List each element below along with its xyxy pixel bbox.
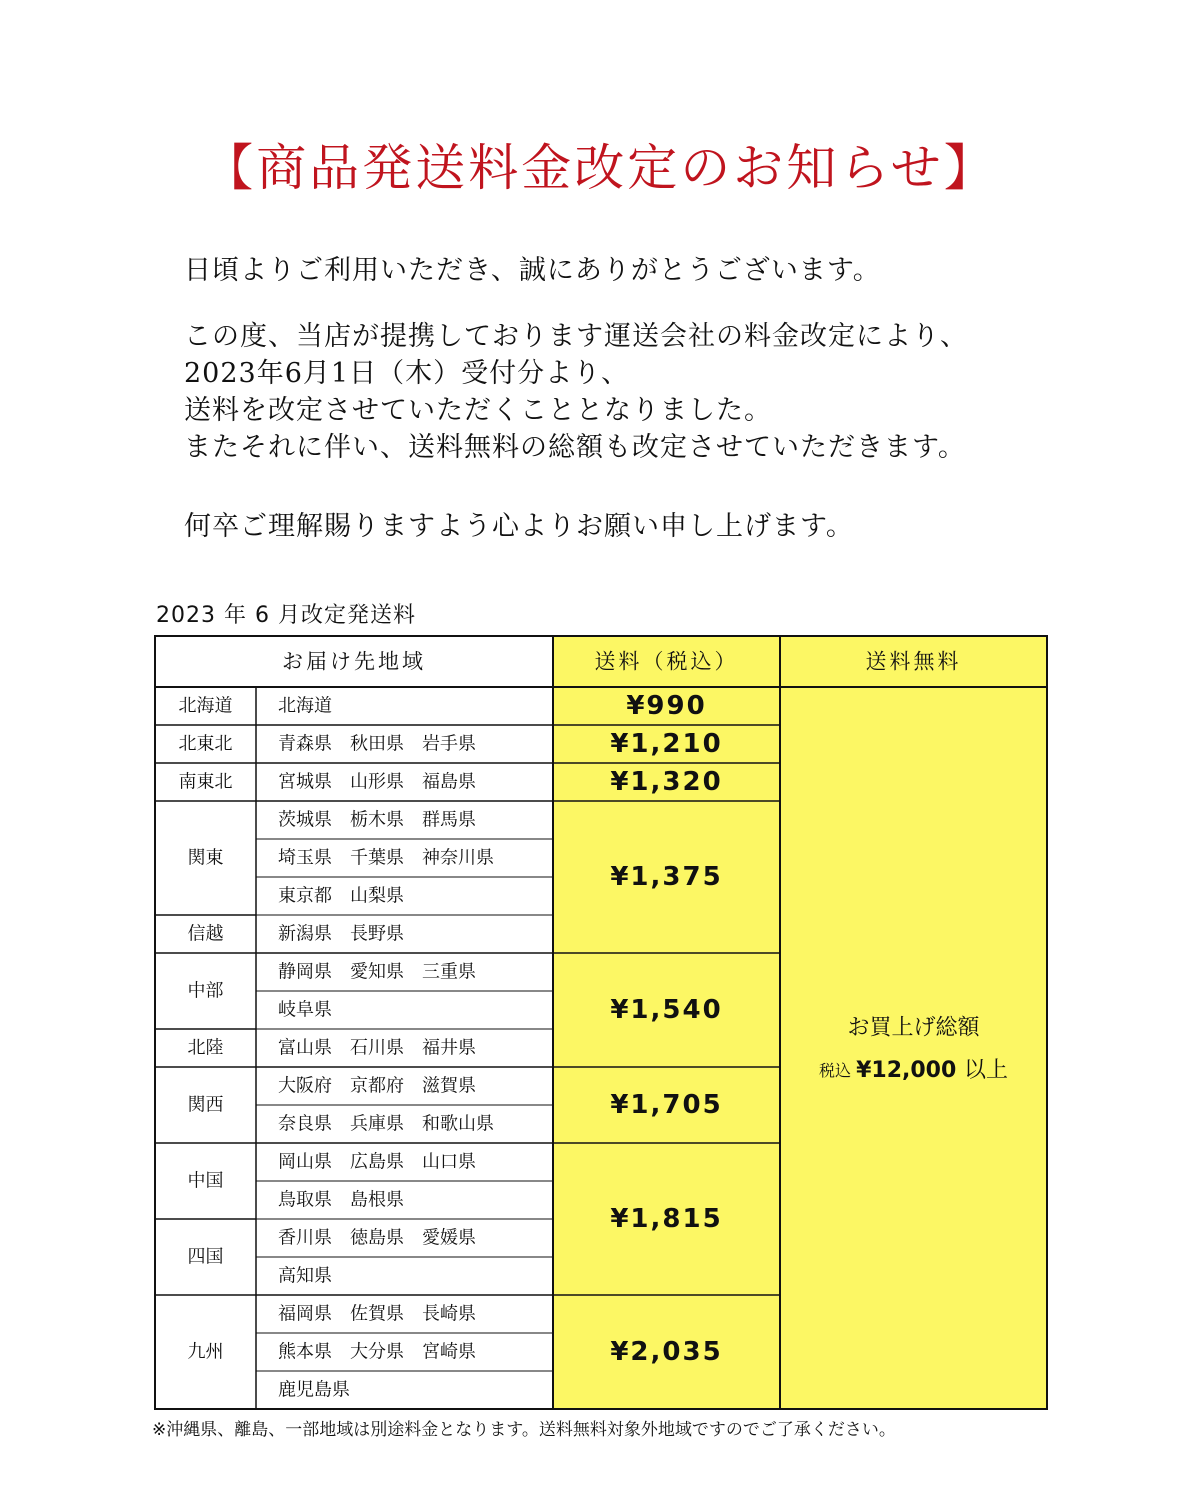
prefecture-list: 鳥取県 島根県 <box>278 1189 404 1211</box>
prefecture-list: 福岡県 佐賀県 長崎県 <box>278 1303 476 1325</box>
fee-amount: ¥990 <box>626 691 707 721</box>
threshold-amount: ¥12,000 <box>856 1057 964 1083</box>
prefecture-list: 青森県 秋田県 岩手県 <box>278 733 476 755</box>
fee-amount: ¥1,210 <box>610 729 723 759</box>
prefecture-list: 鹿児島県 <box>278 1379 350 1401</box>
header-free-shipping: 送料無料 <box>865 649 962 674</box>
prefecture-list: 埼玉県 千葉県 神奈川県 <box>278 847 494 869</box>
announcement-line: またそれに伴い、送料無料の総額も改定させていただきます。 <box>184 432 966 463</box>
announcement-line: 送料を改定させていただくこととなりました。 <box>184 395 772 426</box>
fee-amount: ¥1,375 <box>610 862 723 892</box>
region-label: 四国 <box>187 1246 224 1268</box>
closing-line: 何卒ご理解賜りますよう心よりお願い申し上げます。 <box>184 511 854 542</box>
prefecture-list: 新潟県 長野県 <box>278 923 404 945</box>
fee-amount: ¥1,815 <box>610 1204 723 1234</box>
free-shipping-label: お買上げ総額 <box>847 1015 980 1041</box>
region-label: 北陸 <box>187 1037 224 1059</box>
prefecture-list: 宮城県 山形県 福島県 <box>278 771 476 793</box>
region-label: 北海道 <box>178 695 233 717</box>
region-label: 関西 <box>187 1094 224 1116</box>
region-label: 九州 <box>187 1341 224 1363</box>
prefecture-list: 高知県 <box>278 1265 332 1287</box>
tax-included-label: 税込 <box>819 1060 857 1080</box>
announcement-line: この度、当店が提携しております運送会社の料金改定により、 <box>184 321 968 352</box>
fee-amount: ¥1,540 <box>610 995 723 1025</box>
header-fee: 送料（税込） <box>594 649 739 674</box>
prefecture-list: 熊本県 大分県 宮崎県 <box>278 1341 476 1363</box>
free-shipping-threshold <box>819 1058 1008 1083</box>
region-label: 信越 <box>187 923 224 945</box>
threshold-suffix: 以上 <box>963 1057 1008 1083</box>
prefecture-list: 大阪府 京都府 滋賀県 <box>278 1075 476 1097</box>
footnote: ※沖縄県、離島、一部地域は別途料金となります。送料無料対象外地域ですのでご了承ください。 <box>152 1420 896 1440</box>
region-label: 中部 <box>187 980 224 1002</box>
greeting-line: 日頃よりご利用いただき、誠にありがとうございます。 <box>184 255 881 286</box>
prefecture-list: 香川県 徳島県 愛媛県 <box>278 1227 476 1249</box>
region-label: 関東 <box>187 847 224 869</box>
region-label: 中国 <box>187 1170 224 1192</box>
prefecture-list: 富山県 石川県 福井県 <box>278 1037 476 1059</box>
prefecture-list: 静岡県 愛知県 三重県 <box>278 961 476 983</box>
prefecture-list: 茨城県 栃木県 群馬県 <box>278 809 476 831</box>
prefecture-list: 岡山県 広島県 山口県 <box>278 1151 476 1173</box>
announcement-line: 2023年6月1日（木）受付分より、 <box>184 358 630 389</box>
prefecture-list: 北海道 <box>278 695 332 717</box>
header-region: お届け先地域 <box>282 649 426 674</box>
prefecture-list: 東京都 山梨県 <box>278 885 404 907</box>
region-label: 北東北 <box>178 733 233 755</box>
prefecture-list: 岐阜県 <box>278 999 332 1021</box>
prefecture-list: 奈良県 兵庫県 和歌山県 <box>278 1113 494 1135</box>
table-caption: 2023 年 6 月改定発送料 <box>156 603 416 628</box>
notice-title: 【商品発送料金改定のお知らせ】 <box>203 139 997 197</box>
fee-amount: ¥2,035 <box>610 1337 723 1367</box>
fee-amount: ¥1,705 <box>610 1090 723 1120</box>
region-label: 南東北 <box>178 771 233 793</box>
fee-amount: ¥1,320 <box>610 767 723 797</box>
